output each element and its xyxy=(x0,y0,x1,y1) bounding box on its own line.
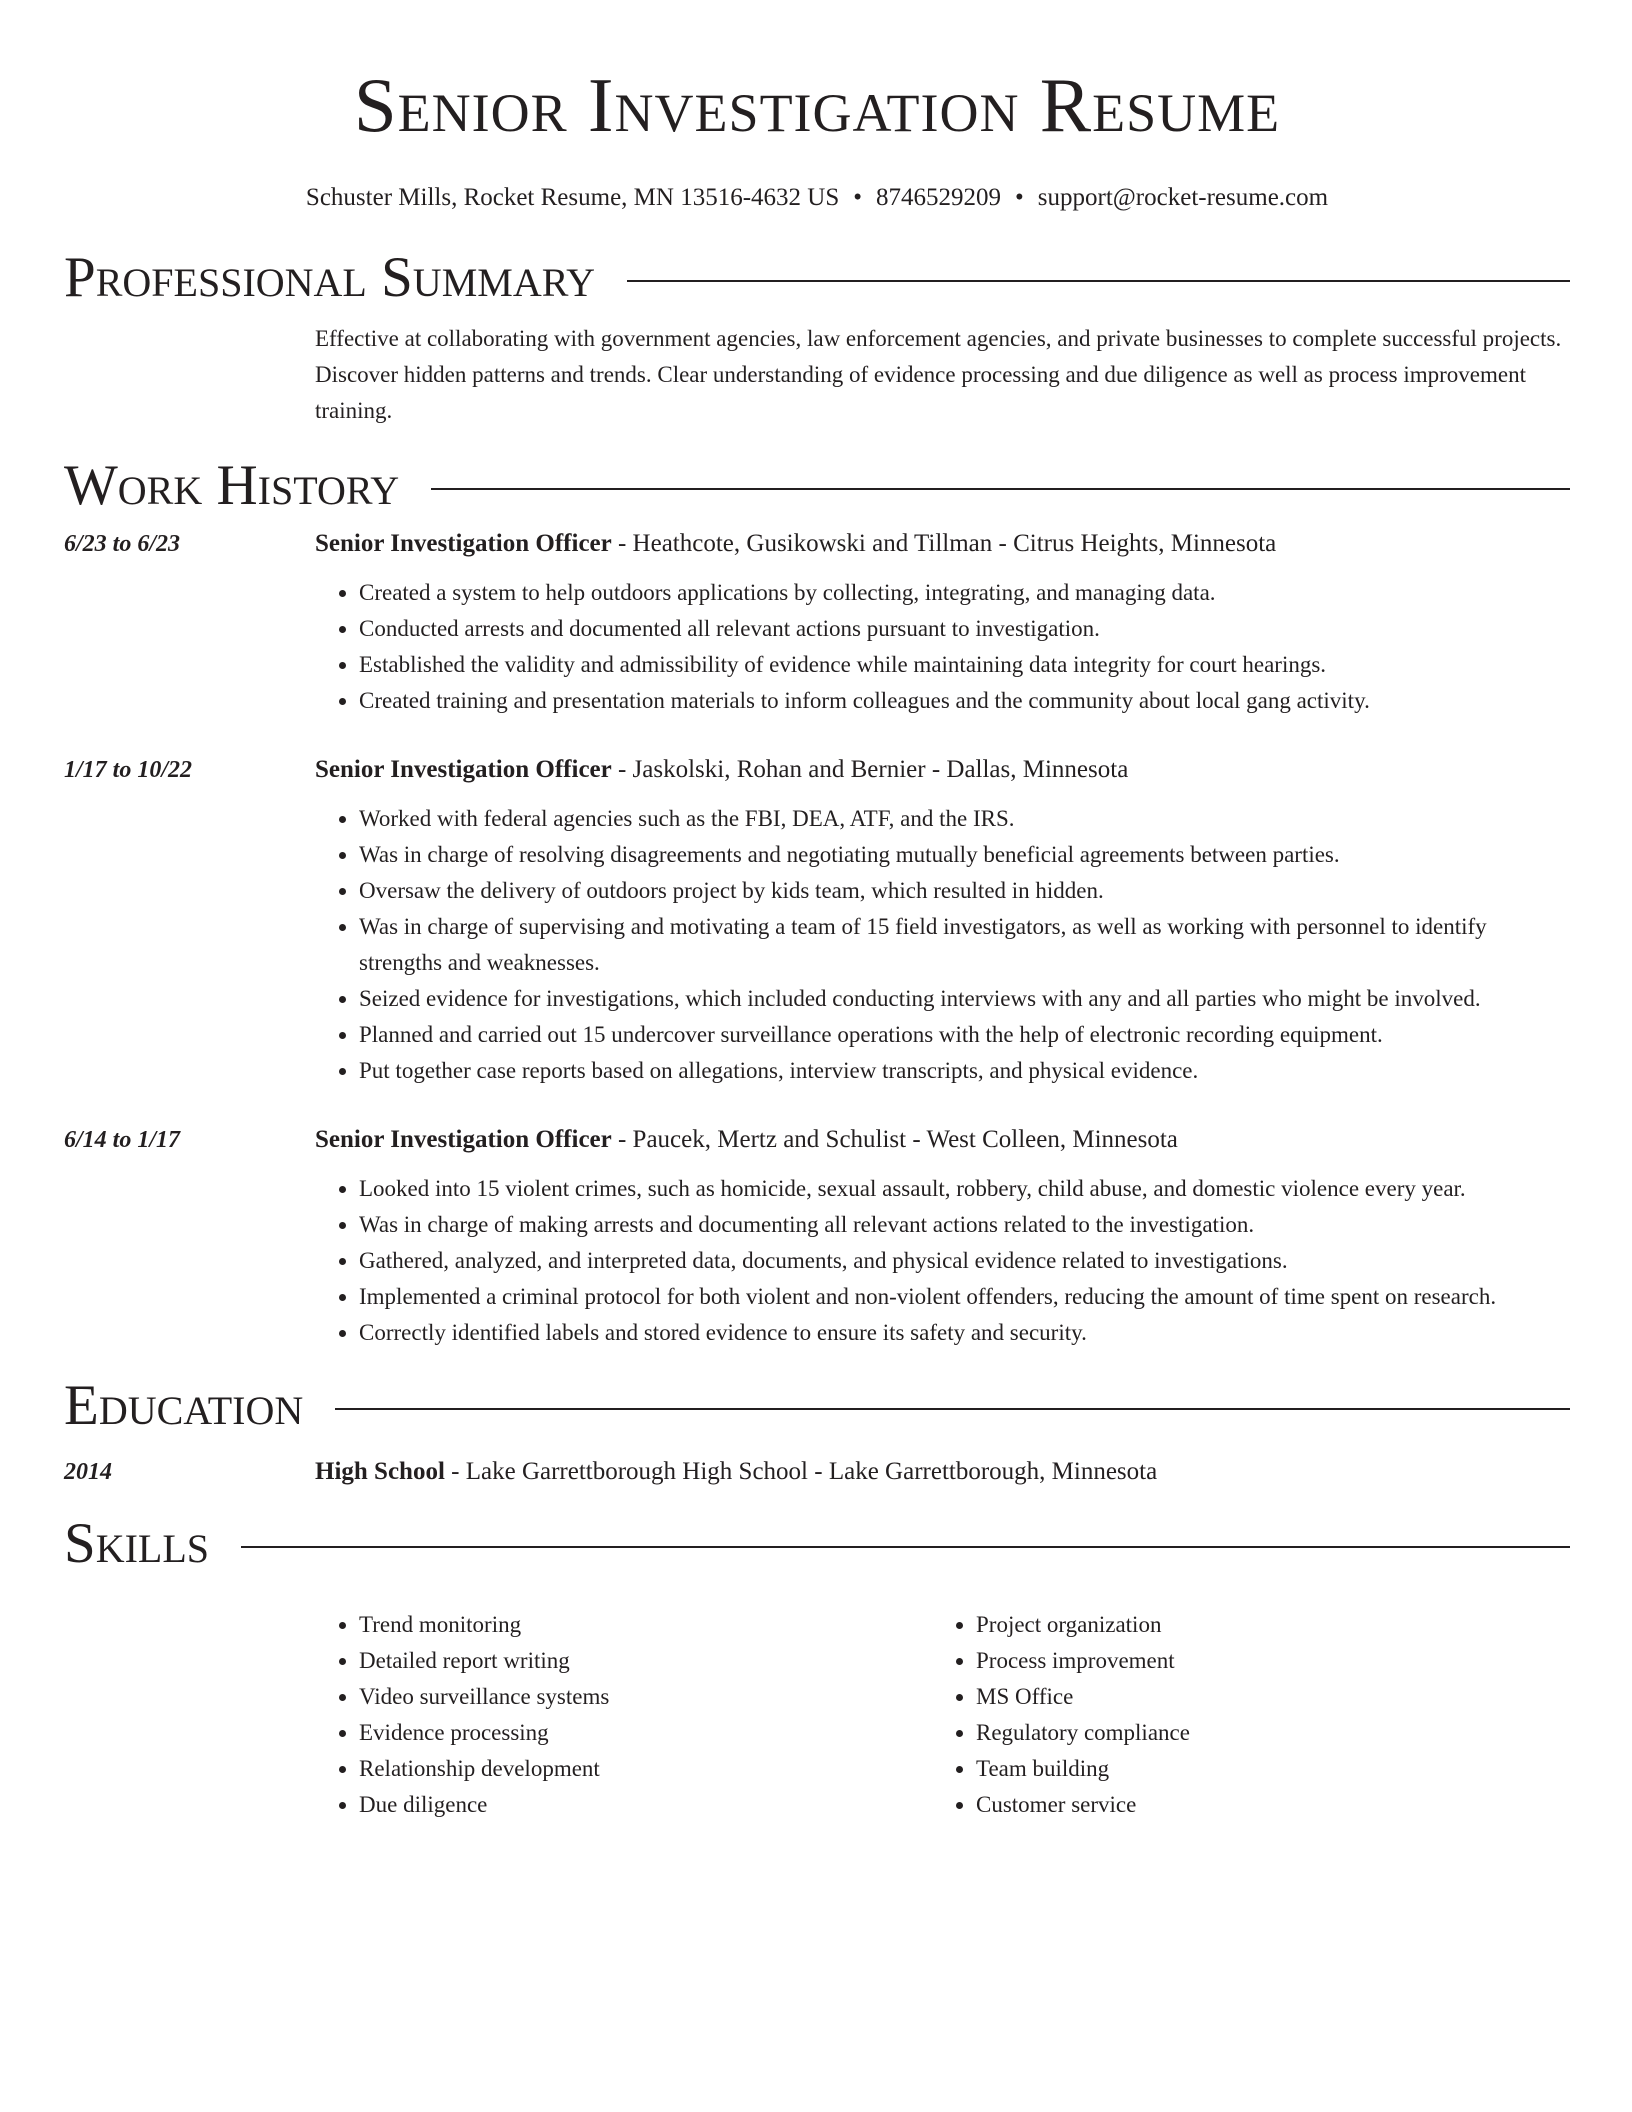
job-entry xyxy=(64,753,1570,1089)
job-bullet: • Conducted arrests and documented all relevant actions pursuant to investigation. xyxy=(359,611,1570,647)
work-section-header xyxy=(64,451,1570,521)
job-title: Senior Investigation Officer xyxy=(315,1126,612,1153)
job-bullet: • Worked with federal agencies such as the FBI, DEA, ATF, and the IRS. xyxy=(359,801,1570,837)
job-dates: 6/23 to 6/23 xyxy=(64,531,181,557)
skill-item: • Customer service xyxy=(976,1787,1536,1823)
summary-section-header xyxy=(64,243,1570,313)
education-section-header xyxy=(64,1371,1570,1441)
job-bullet: • Seized evidence for investigations, which included conducting interviews with any and all parties who might be involved. xyxy=(359,981,1570,1017)
job-dates: 6/14 to 1/17 xyxy=(64,1127,181,1153)
job-bullet: • Was in charge of making arrests and documenting all relevant actions related to the investigation. xyxy=(359,1207,1570,1243)
summary-heading: Professional Summary xyxy=(64,246,596,309)
job-bullet: • Put together case reports based on allegations, interview transcripts, and physical evidence. xyxy=(359,1053,1570,1089)
job-bullet: • Planned and carried out 15 undercover surveillance operations with the help of electronic recording equipment. xyxy=(359,1017,1570,1053)
resume-page xyxy=(64,0,1570,1823)
job-bullet: • Created training and presentation materials to inform colleagues and the community about local gang activity. xyxy=(359,683,1570,719)
education-header xyxy=(315,1455,1570,1489)
education-entry xyxy=(64,1455,1570,1489)
section-divider xyxy=(335,1408,1570,1410)
job-header xyxy=(315,1123,1570,1157)
job-bullets xyxy=(315,1171,1570,1351)
job-bullet: • Gathered, analyzed, and interpreted data, documents, and physical evidence related to investigations. xyxy=(359,1243,1570,1279)
job-bullet: • Was in charge of supervising and motivating a team of 15 field investigators, as well as working with personnel to identify strengths and weaknesses. xyxy=(359,909,1570,981)
job-bullet: • Implemented a criminal protocol for both violent and non-violent offenders, reducing the amount of time spent on research. xyxy=(359,1279,1570,1315)
skills-columns xyxy=(315,1607,1570,1823)
skill-item: • Evidence processing xyxy=(359,1715,932,1751)
job-dates: 1/17 to 10/22 xyxy=(64,757,193,783)
summary-text: Effective at collaborating with government agencies, law enforcement agencies, and private businesses to complete successful projects. Discover hidden patterns and trends. Clear understanding of evidence processing and due diligence as well as process improvement training. xyxy=(315,326,1562,423)
job-title: Senior Investigation Officer xyxy=(315,756,612,783)
skill-item: • Relationship development xyxy=(359,1751,932,1787)
skills-list-right xyxy=(932,1607,1536,1823)
job-details: - Jaskolski, Rohan and Bernier - Dallas, Minnesota xyxy=(611,756,1129,783)
job-header xyxy=(315,753,1570,787)
job-body xyxy=(315,753,1570,1089)
skill-item: • Regulatory compliance xyxy=(976,1715,1536,1751)
job-body xyxy=(315,527,1570,719)
skill-item: • MS Office xyxy=(976,1679,1536,1715)
skills-list-left xyxy=(315,1607,932,1823)
job-bullet: • Created a system to help outdoors applications by collecting, integrating, and managing data. xyxy=(359,575,1570,611)
contact-line xyxy=(64,182,1570,214)
section-divider xyxy=(431,488,1570,490)
job-details: - Paucek, Mertz and Schulist - West Colleen, Minnesota xyxy=(611,1126,1178,1153)
skills-section-header xyxy=(64,1509,1570,1579)
phone: 8746529209 xyxy=(876,184,1002,211)
skill-item: • Video surveillance systems xyxy=(359,1679,932,1715)
skill-item: • Project organization xyxy=(976,1607,1536,1643)
resume-name: Senior Investigation Resume xyxy=(353,62,1281,148)
address: Schuster Mills, Rocket Resume, MN 13516-4632 US xyxy=(305,184,840,211)
job-bullet: • Established the validity and admissibility of evidence while maintaining data integrity for court hearings. xyxy=(359,647,1570,683)
job-entry xyxy=(64,527,1570,719)
job-bullets xyxy=(315,575,1570,719)
job-details: - Heathcote, Gusikowski and Tillman - Citrus Heights, Minnesota xyxy=(611,530,1277,557)
job-bullets xyxy=(315,801,1570,1089)
contact-separator: • xyxy=(1015,184,1024,211)
work-heading: Work History xyxy=(64,454,400,517)
job-body xyxy=(315,1123,1570,1351)
job-bullet: • Correctly identified labels and stored evidence to ensure its safety and security. xyxy=(359,1315,1570,1351)
job-entry xyxy=(64,1123,1570,1351)
job-title: Senior Investigation Officer xyxy=(315,530,612,557)
education-body xyxy=(315,1455,1570,1489)
education-heading: Education xyxy=(64,1374,304,1437)
job-bullet: • Looked into 15 violent crimes, such as homicide, sexual assault, robbery, child abuse, and domestic violence every year. xyxy=(359,1171,1570,1207)
email: support@rocket-resume.com xyxy=(1037,184,1329,211)
job-header xyxy=(315,527,1570,561)
job-bullet: • Oversaw the delivery of outdoors project by kids team, which resulted in hidden. xyxy=(359,873,1570,909)
education-details: - Lake Garrettborough High School - Lake Garrettborough, Minnesota xyxy=(444,1458,1158,1485)
contact-separator: • xyxy=(853,184,863,211)
skill-item: • Detailed report writing xyxy=(359,1643,932,1679)
skill-item: • Team building xyxy=(976,1751,1536,1787)
section-divider xyxy=(241,1546,1570,1548)
skill-item: • Due diligence xyxy=(359,1787,932,1823)
section-divider xyxy=(627,280,1570,282)
job-bullet: • Was in charge of resolving disagreements and negotiating mutually beneficial agreements between parties. xyxy=(359,837,1570,873)
skills-heading: Skills xyxy=(64,1512,210,1575)
skill-item: • Trend monitoring xyxy=(359,1607,932,1643)
education-year: 2014 xyxy=(64,1459,112,1485)
education-degree: High School xyxy=(315,1458,445,1485)
skill-item: • Process improvement xyxy=(976,1643,1536,1679)
